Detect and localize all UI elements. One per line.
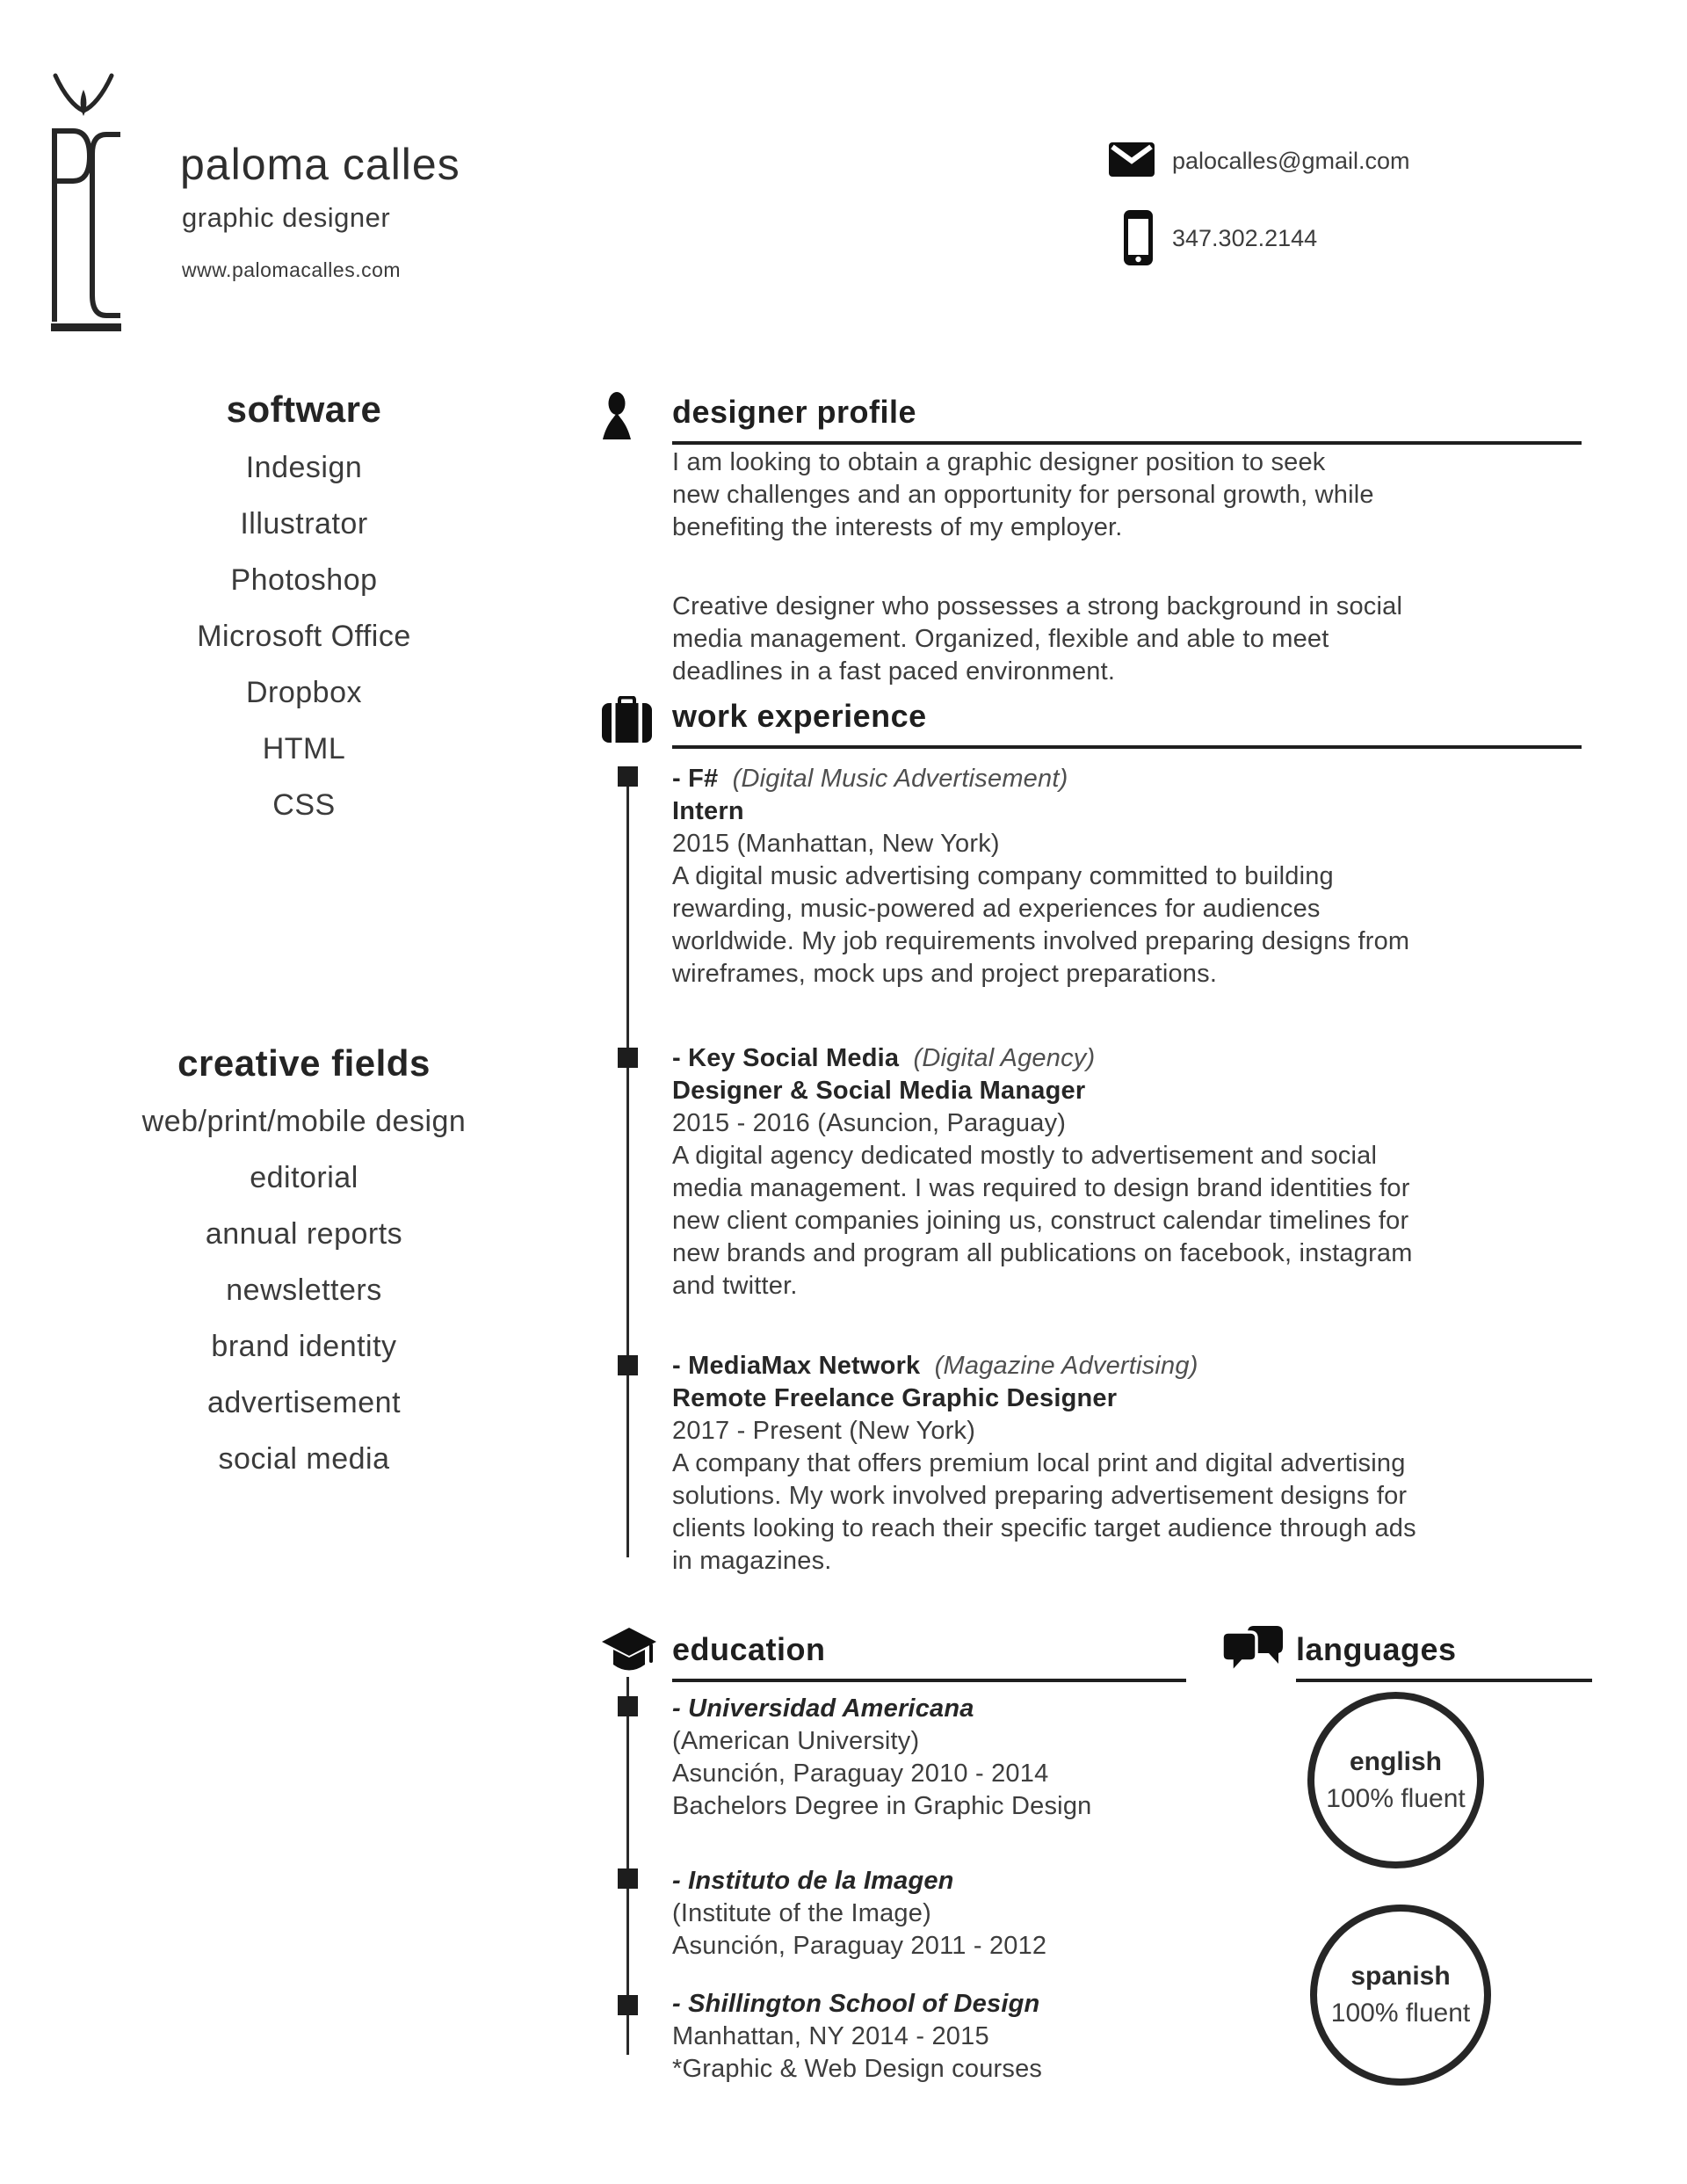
heading-underline <box>672 441 1582 445</box>
creative-fields-heading: creative fields <box>177 1042 431 1084</box>
language-level: 100% fluent <box>1326 1783 1466 1813</box>
school-entry <box>672 1865 1252 1963</box>
languages-heading-row <box>1221 1629 1599 1691</box>
language-circle-spanish <box>1310 1905 1491 2086</box>
creative-field-item: web/print/mobile design <box>141 1105 467 1138</box>
creative-fields-list <box>54 1093 554 1487</box>
job-company: - Key Social Media <box>672 1044 900 1072</box>
job-description-line: new brands and program all publications on facebook, instagram <box>672 1239 1413 1267</box>
school-entry <box>672 1988 1252 2086</box>
school-entry <box>672 1693 1252 1823</box>
person-icon <box>602 392 632 444</box>
job-company: - MediaMax Network <box>672 1352 921 1380</box>
timeline-bullet <box>618 1995 638 2015</box>
chat-bubbles-icon <box>1221 1626 1283 1683</box>
timeline-bullet <box>618 1048 638 1068</box>
timeline-bullet <box>618 766 638 787</box>
pc-bird-monogram-logo-icon <box>48 72 123 336</box>
designer-profile-heading-row <box>602 392 1599 453</box>
heading-underline <box>672 745 1582 749</box>
job-description-line: in magazines. <box>672 1547 832 1575</box>
job-entry <box>672 1042 1604 1302</box>
person-website: www.palomacalles.com <box>182 258 402 281</box>
creative-field-item: social media <box>218 1442 390 1476</box>
job-description-line: wireframes, mock ups and project preparations. <box>672 960 1218 988</box>
contact-block <box>1109 141 1636 281</box>
job-entry <box>672 1350 1604 1578</box>
education-heading-row <box>602 1629 1191 1691</box>
job-description-line: and twitter. <box>672 1272 798 1300</box>
job-title-line <box>672 763 1604 795</box>
language-name: spanish <box>1350 1962 1451 1991</box>
job-period: 2017 - Present (New York) <box>672 1417 976 1445</box>
school-detail-line: *Graphic & Web Design courses <box>672 2055 1043 2083</box>
smartphone-icon <box>1124 210 1153 270</box>
phone-number: 347.302.2144 <box>1172 225 1318 251</box>
timeline-bullet <box>618 1355 638 1375</box>
timeline-bullet <box>618 1696 638 1716</box>
software-list <box>54 439 554 833</box>
school-detail-line: Asunción, Paraguay 2011 - 2012 <box>672 1932 1047 1960</box>
job-title-line <box>672 1042 1604 1075</box>
job-field: (Digital Agency) <box>913 1044 1096 1072</box>
heading-underline <box>1296 1679 1592 1682</box>
software-item: Illustrator <box>240 507 368 541</box>
email-address: palocalles@gmail.com <box>1172 148 1410 174</box>
timeline-bullet <box>618 1868 638 1889</box>
job-role: Designer & Social Media Manager <box>672 1077 1086 1105</box>
work-experience-heading-row <box>602 696 1599 758</box>
job-description-line: A digital music advertising company committed to building <box>672 862 1334 890</box>
creative-field-item: brand identity <box>211 1330 397 1363</box>
education-heading: education <box>672 1631 826 1667</box>
language-name: english <box>1349 1746 1442 1776</box>
heading-underline <box>672 1679 1186 1682</box>
graduation-cap-icon <box>602 1628 656 1683</box>
job-description-line: new client companies joining us, construct calendar timelines for <box>672 1207 1409 1235</box>
profile-text-line: I am looking to obtain a graphic designer position to seek <box>672 448 1326 476</box>
job-field: (Digital Music Advertisement) <box>732 765 1068 793</box>
language-circle-english <box>1307 1692 1484 1868</box>
software-heading: software <box>226 388 382 430</box>
software-item: Indesign <box>245 451 363 484</box>
software-item: Photoshop <box>230 563 378 597</box>
language-level: 100% fluent <box>1330 1999 1471 2028</box>
job-description-line: A company that offers premium local print and digital advertising <box>672 1449 1406 1477</box>
identity-block <box>180 139 795 315</box>
software-item: Microsoft Office <box>197 620 411 653</box>
school-detail-line: Manhattan, NY 2014 - 2015 <box>672 2022 989 2050</box>
creative-field-item: editorial <box>250 1161 358 1194</box>
work-timeline-line <box>626 777 629 1557</box>
software-item: HTML <box>262 732 346 765</box>
briefcase-icon <box>602 696 652 747</box>
job-role: Intern <box>672 797 744 825</box>
school-name: - Shillington School of Design <box>672 1990 1040 2018</box>
software-item: Dropbox <box>245 676 362 709</box>
job-description-line: clients looking to reach their specific target audience through ads <box>672 1514 1416 1542</box>
profile-text-line: benefiting the interests of my employer. <box>672 513 1123 541</box>
job-company: - F# <box>672 765 719 793</box>
creative-fields-section <box>54 1042 554 1487</box>
person-name: paloma calles <box>180 140 460 189</box>
job-period: 2015 (Manhattan, New York) <box>672 830 1000 858</box>
profile-paragraph-1 <box>672 446 1374 544</box>
school-detail-line: (American University) <box>672 1727 920 1755</box>
school-detail-line: (Institute of the Image) <box>672 1899 931 1927</box>
school-detail-line: Bachelors Degree in Graphic Design <box>672 1792 1092 1820</box>
designer-profile-heading: designer profile <box>672 394 917 430</box>
job-title-line <box>672 1350 1604 1382</box>
work-experience-heading: work experience <box>672 698 927 734</box>
job-description-line: solutions. My work involved preparing advertisement designs for <box>672 1482 1408 1510</box>
creative-field-item: advertisement <box>206 1386 402 1419</box>
job-description-line: A digital agency dedicated mostly to advertisement and social <box>672 1142 1378 1170</box>
job-role: Remote Freelance Graphic Designer <box>672 1384 1118 1412</box>
profile-paragraph-2 <box>672 591 1402 688</box>
job-entry <box>672 763 1604 990</box>
profile-text-line: Creative designer who possesses a strong background in social <box>672 592 1403 620</box>
school-name: - Instituto de la Imagen <box>672 1867 954 1895</box>
school-name: - Universidad Americana <box>672 1694 974 1723</box>
job-description-line: media management. I was required to design brand identities for <box>672 1174 1410 1202</box>
software-item: CSS <box>272 788 336 822</box>
job-field: (Magazine Advertising) <box>934 1352 1198 1380</box>
school-detail-line: Asunción, Paraguay 2010 - 2014 <box>672 1760 1049 1788</box>
job-description-line: worldwide. My job requirements involved preparing designs from <box>672 927 1410 955</box>
languages-heading: languages <box>1296 1631 1457 1667</box>
profile-text-line: media management. Organized, flexible and able to meet <box>672 625 1329 653</box>
profile-text-line: deadlines in a fast paced environment. <box>672 657 1116 686</box>
creative-field-item: newsletters <box>226 1273 382 1307</box>
job-period: 2015 - 2016 (Asuncion, Paraguay) <box>672 1109 1067 1137</box>
job-description-line: rewarding, music-powered ad experiences for audiences <box>672 895 1321 923</box>
creative-field-item: annual reports <box>205 1217 403 1251</box>
profile-text-line: new challenges and an opportunity for personal growth, while <box>672 481 1374 509</box>
envelope-icon <box>1109 142 1155 181</box>
software-section <box>54 388 554 833</box>
person-job-title: graphic designer <box>182 202 391 233</box>
